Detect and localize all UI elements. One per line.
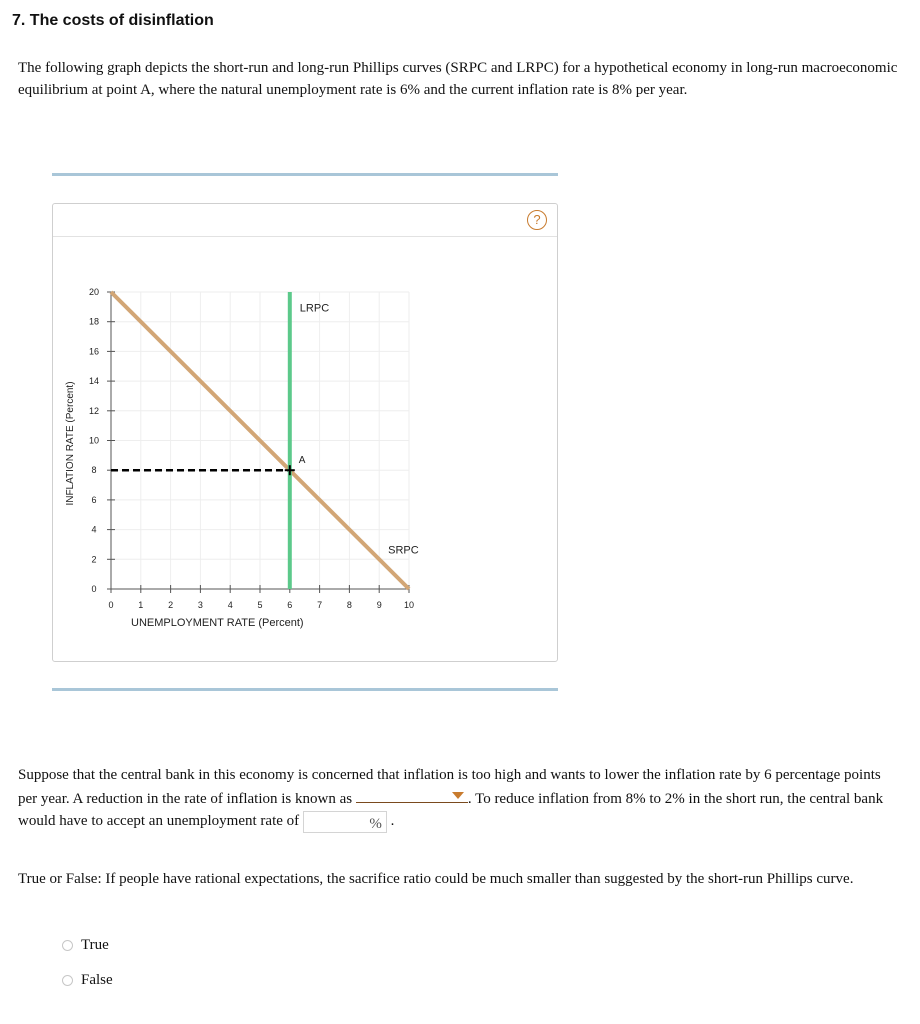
disinflation-dropdown[interactable]: [356, 786, 468, 803]
question-3-prompt: True or False: If people have rational expectations, the sacrifice ratio could be much smaller than suggested by the short-run Phillips curve.: [18, 871, 854, 887]
y-tick-label-10: 10: [88, 435, 100, 446]
y-tick-label-12: 12: [88, 405, 100, 416]
chevron-down-icon: [452, 792, 464, 799]
phillips-curve-chart: [53, 204, 557, 661]
y-tick-label-20: 20: [88, 287, 100, 297]
x-tick-label-8: 8: [346, 600, 352, 610]
option-true-label: True: [81, 937, 109, 953]
y-tick-label-4: 4: [91, 524, 97, 535]
x-tick-label-10: 10: [403, 600, 415, 610]
point-a-label: A: [298, 455, 306, 467]
question-intro: The following graph depicts the short-run and long-run Phillips curves (SRPC and LRPC) for a hypothetical economy in long-run macroeconomic equilibrium at point A, where the natural unemployment rate is 6% and the current inflation rate is 8% per year.: [18, 60, 898, 98]
x-tick-label-2: 2: [168, 600, 174, 610]
x-tick-label-1: 1: [138, 600, 144, 610]
graph-panel: [52, 203, 558, 662]
option-false[interactable]: [62, 972, 113, 989]
y-axis-label: INFLATION RATE (Percent): [65, 381, 76, 506]
x-tick-label-6: 6: [287, 600, 293, 610]
y-tick-label-2: 2: [91, 554, 97, 565]
x-tick-label-7: 7: [317, 600, 323, 610]
x-tick-label-3: 3: [197, 600, 203, 610]
question-2-part1: Suppose that the central bank in this economy is concerned that inflation is too high and wants to lower the inflation rate by 6 percentage points per year. A reduction in the rate of inflation is known as: [18, 767, 881, 807]
bottom-divider: [52, 688, 558, 691]
question-2: [18, 764, 898, 833]
radio-true[interactable]: [62, 940, 73, 951]
unemployment-rate-input[interactable]: [303, 811, 387, 833]
srpc-label: SRPC: [388, 544, 419, 557]
top-divider: [52, 173, 558, 176]
y-tick-label-0: 0: [91, 584, 97, 594]
x-tick-label-5: 5: [257, 600, 263, 610]
question-2-part2: . To reduce inflation from 8% to 2% in the short run, the central bank would have to accept an unemployment rate of: [18, 791, 884, 829]
y-tick-label-16: 16: [88, 346, 100, 357]
help-icon[interactable]: ?: [527, 210, 547, 230]
y-tick-label-18: 18: [88, 316, 100, 327]
option-false-label: False: [81, 972, 113, 988]
x-axis-label: UNEMPLOYMENT RATE (Percent): [131, 617, 304, 629]
percent-unit: %: [369, 815, 382, 832]
question-title: 7. The costs of disinflation: [12, 12, 214, 29]
y-tick-label-8: 8: [91, 465, 97, 476]
question-2-end: .: [390, 813, 395, 829]
lrpc-label: LRPC: [299, 302, 330, 315]
x-tick-label-0: 0: [108, 600, 114, 610]
radio-false[interactable]: [62, 975, 73, 986]
x-tick-label-4: 4: [227, 600, 233, 610]
option-true[interactable]: [62, 937, 109, 954]
y-tick-label-6: 6: [91, 494, 97, 505]
x-tick-label-9: 9: [376, 600, 382, 610]
y-tick-label-14: 14: [88, 376, 100, 387]
